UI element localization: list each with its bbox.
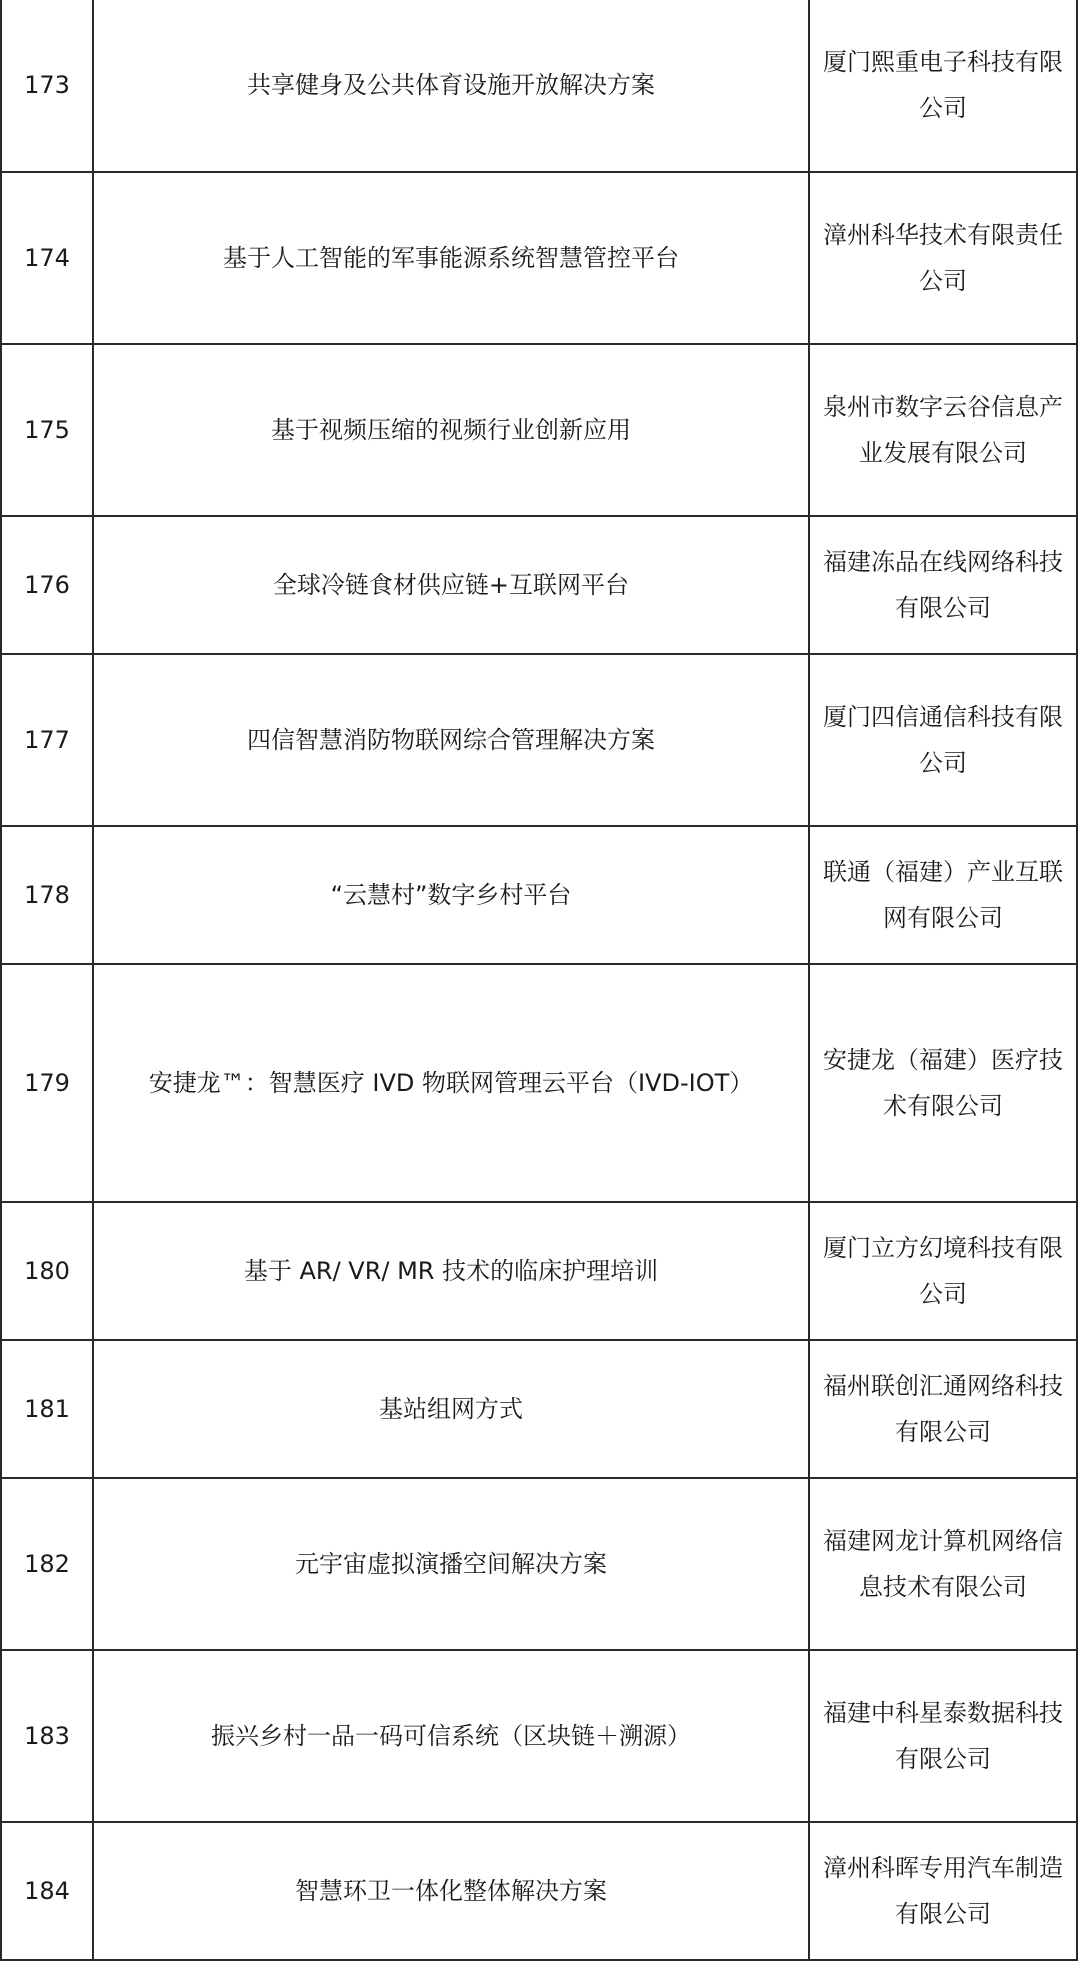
table-row bbox=[1, 1478, 1077, 1650]
row-number: 182 bbox=[1, 1478, 93, 1650]
company-name: 泉州市数字云谷信息产业发展有限公司 bbox=[809, 344, 1077, 516]
company-name: 福建网龙计算机网络信息技术有限公司 bbox=[809, 1478, 1077, 1650]
table-row bbox=[1, 1340, 1077, 1478]
project-name: 智慧环卫一体化整体解决方案 bbox=[93, 1822, 809, 1960]
table-row bbox=[1, 826, 1077, 964]
project-name: 基站组网方式 bbox=[93, 1340, 809, 1478]
row-number: 184 bbox=[1, 1822, 93, 1960]
row-number: 183 bbox=[1, 1650, 93, 1822]
row-number: 181 bbox=[1, 1340, 93, 1478]
company-name: 福州联创汇通网络科技有限公司 bbox=[809, 1340, 1077, 1478]
table-row bbox=[1, 1822, 1077, 1960]
project-name: 共享健身及公共体育设施开放解决方案 bbox=[93, 0, 809, 172]
company-name: 福建冻品在线网络科技有限公司 bbox=[809, 516, 1077, 654]
row-number: 179 bbox=[1, 964, 93, 1202]
project-name: “云慧村”数字乡村平台 bbox=[93, 826, 809, 964]
table-row bbox=[1, 1202, 1077, 1340]
project-name: 基于人工智能的军事能源系统智慧管控平台 bbox=[93, 172, 809, 344]
row-number: 177 bbox=[1, 654, 93, 826]
row-number: 175 bbox=[1, 344, 93, 516]
table-row bbox=[1, 172, 1077, 344]
project-name: 振兴乡村一品一码可信系统（区块链＋溯源） bbox=[93, 1650, 809, 1822]
company-name: 漳州科晖专用汽车制造有限公司 bbox=[809, 1822, 1077, 1960]
company-name: 厦门立方幻境科技有限公司 bbox=[809, 1202, 1077, 1340]
table-row bbox=[1, 516, 1077, 654]
table-row bbox=[1, 344, 1077, 516]
table-row bbox=[1, 0, 1077, 172]
company-name: 漳州科华技术有限责任公司 bbox=[809, 172, 1077, 344]
table-row bbox=[1, 964, 1077, 1202]
project-name: 基于 AR/ VR/ MR 技术的临床护理培训 bbox=[93, 1202, 809, 1340]
table-row bbox=[1, 1650, 1077, 1822]
row-number: 176 bbox=[1, 516, 93, 654]
company-name: 厦门熙重电子科技有限公司 bbox=[809, 0, 1077, 172]
project-name: 四信智慧消防物联网综合管理解决方案 bbox=[93, 654, 809, 826]
project-name: 元宇宙虚拟演播空间解决方案 bbox=[93, 1478, 809, 1650]
company-name: 联通（福建）产业互联网有限公司 bbox=[809, 826, 1077, 964]
project-name: 全球冷链食材供应链+互联网平台 bbox=[93, 516, 809, 654]
table-row bbox=[1, 654, 1077, 826]
project-name: 安捷龙™：智慧医疗 IVD 物联网管理云平台（IVD-IOT） bbox=[93, 964, 809, 1202]
row-number: 178 bbox=[1, 826, 93, 964]
project-name: 基于视频压缩的视频行业创新应用 bbox=[93, 344, 809, 516]
company-name: 安捷龙（福建）医疗技术有限公司 bbox=[809, 964, 1077, 1202]
row-number: 174 bbox=[1, 172, 93, 344]
company-name: 福建中科星泰数据科技有限公司 bbox=[809, 1650, 1077, 1822]
row-number: 180 bbox=[1, 1202, 93, 1340]
company-name: 厦门四信通信科技有限公司 bbox=[809, 654, 1077, 826]
row-number: 173 bbox=[1, 0, 93, 172]
